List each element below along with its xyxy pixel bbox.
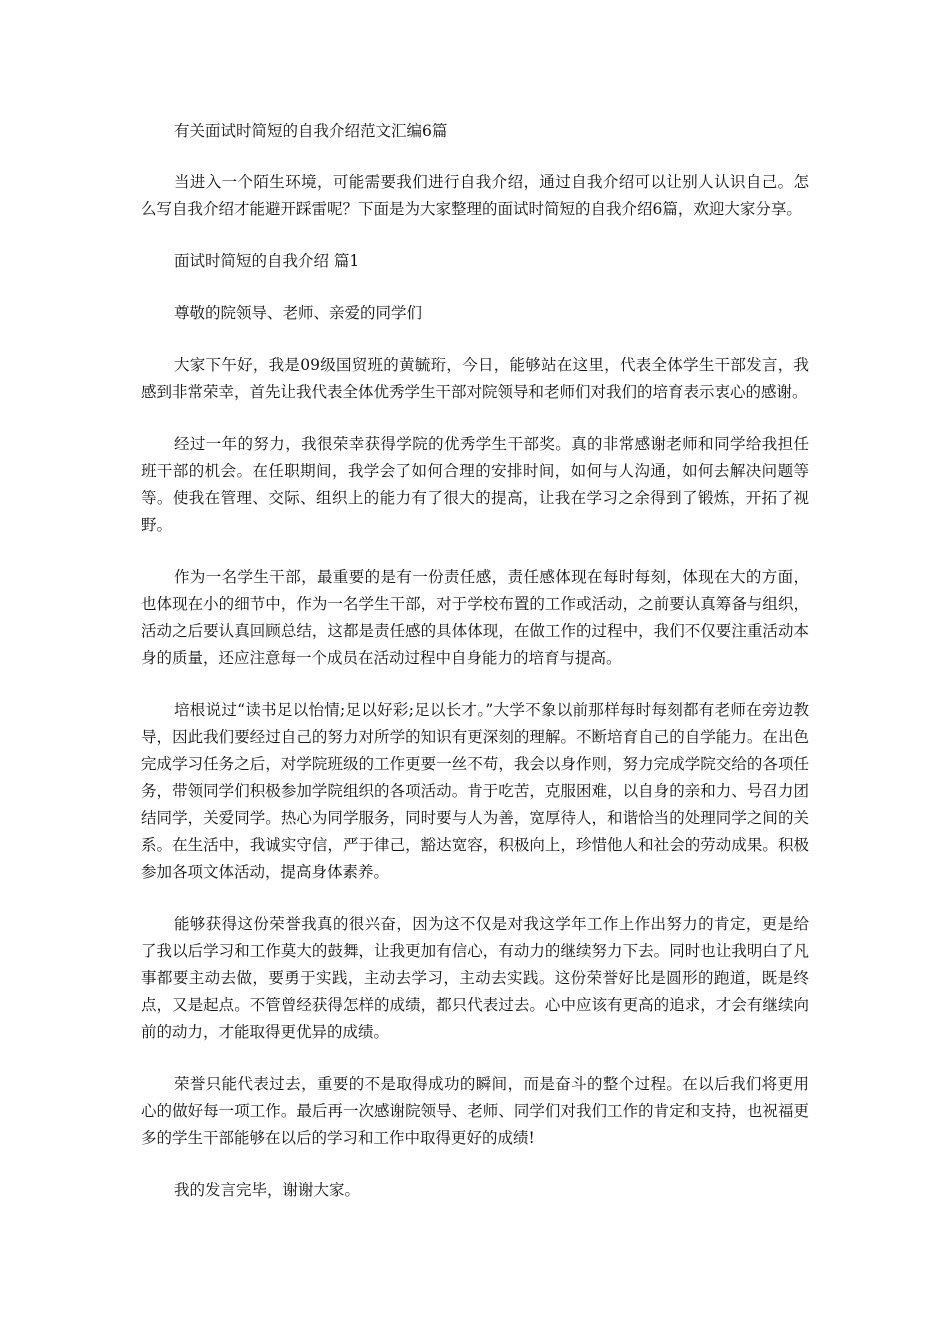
section-heading: 面试时简短的自我介绍 篇1	[174, 252, 360, 270]
document-title: 有关面试时简短的自我介绍范文汇编6篇	[174, 122, 448, 140]
body-paragraph: 培根说过“读书足以怡情;足以好彩;足以长才。”大学不象以前那样每时每刻都有老师在旁边教导，因此我们要经过自己的努力对所学的知识有更深刻的理解。不断培育自己的自学能力。在出色完成学习任务之后，对学院班级的工作更要一丝不苟，我会以身作则，努力完成学院交给的各项任务，带领同学们积极参加学院组织的各项活动。肯于吃苦，克服困难，以自身的亲和力、号召力团结同学，关爱同学。热心为同学服务，同时要与人为善，宽厚待人，和谐恰当的处理同学之间的关系。在生活中，我诚实守信，严于律己，豁达宽容，积极向上，珍惜他人和社会的劳动成果。积极参加各项文体活动，提高身体素养。	[141, 701, 809, 881]
body-paragraph: 作为一名学生干部，最重要的是有一份责任感，责任感体现在每时每刻，体现在大的方面，也体现在小的细节中，作为一名学生干部，对于学校布置的工作或活动，之前要认真筹备与组织，活动之后要认真回顾总结，这都是责任感的具体体现，在做工作的过程中，我们不仅要注重活动本身的质量，还应注意每一个成员在活动过程中自身能力的培育与提高。	[141, 568, 809, 667]
body-paragraph: 大家下午好，我是09级国贸班的黄毓珩，今日，能够站在这里，代表全体学生干部发言，我感到非常荣幸，首先让我代表全体优秀学生干部对院领导和老师们对我们的培育表示衷心的感谢。	[141, 356, 809, 401]
intro-paragraph: 当进入一个陌生环境，可能需要我们进行自我介绍，通过自我介绍可以让别人认识自己。怎么写自我介绍才能避开踩雷呢？下面是为大家整理的面试时简短的自我介绍6篇，欢迎大家分享。	[141, 173, 809, 218]
closing-paragraph: 我的发言完毕，谢谢大家。	[174, 1181, 361, 1199]
document-body	[141, 118, 809, 1229]
body-paragraph: 经过一年的努力，我很荣幸获得学院的优秀学生干部奖。真的非常感谢老师和同学给我担任班干部的机会。在任职期间，我学会了如何合理的安排时间，如何与人沟通，如何去解决问题等等。使我在管理、交际、组织上的能力有了很大的提高，让我在学习之余得到了锻炼，开拓了视野。	[141, 435, 809, 534]
body-paragraph: 能够获得这份荣誉我真的很兴奋，因为这不仅是对我这学年工作上作出努力的肯定，更是给了我以后学习和工作莫大的鼓舞，让我更加有信心，有动力的继续努力下去。同时也让我明白了凡事都要主动去做，要勇于实践，主动去学习，主动去实践。这份荣誉好比是圆形的跑道，既是终点，又是起点。不管曾经获得怎样的成绩，都只代表过去。心中应该有更高的追求，才会有继续向前的动力，才能取得更优异的成绩。	[141, 915, 809, 1041]
body-paragraph: 荣誉只能代表过去，重要的不是取得成功的瞬间，而是奋斗的整个过程。在以后我们将更用心的做好每一项工作。最后再一次感谢院领导、老师、同学们对我们工作的肯定和支持，也祝福更多的学生干部能够在以后的学习和工作中取得更好的成绩!	[141, 1075, 809, 1147]
salutation: 尊敬的院领导、老师、亲爱的同学们	[174, 304, 423, 322]
